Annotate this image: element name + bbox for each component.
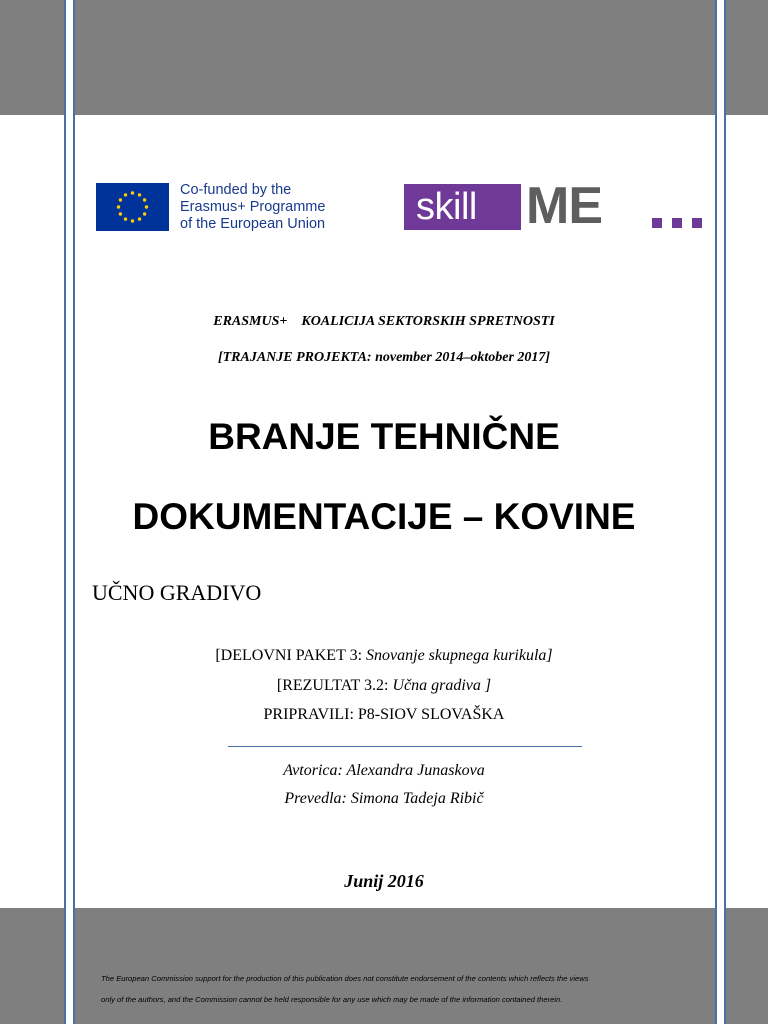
project-duration: [TRAJANJE PROJEKTA: november 2014–oktober 2017] [217, 350, 551, 365]
result-text: [REZULTAT 3.2: Učna gradiva ] [276, 677, 492, 694]
eu-text-line3: of the European Union [180, 216, 326, 232]
document-title-line2: DOKUMENTACIJE – KOVINE [132, 496, 636, 537]
me-wordmark: ME [526, 177, 602, 235]
skillme-logo [404, 177, 714, 235]
work-package-text: [DELOVNI PAKET 3: Snovanje skupnega kurikula] [215, 647, 553, 664]
eu-flag-icon [96, 183, 169, 231]
eu-text-line2: Erasmus+ Programme [180, 199, 326, 215]
eu-erasmus-logo [96, 183, 336, 233]
document-title-line1: BRANJE TEHNIČNE [208, 416, 560, 457]
prepared-by: PRIPRAVILI: P8-SIOV SLOVAŠKA [263, 706, 505, 723]
eu-cofunded-text [180, 182, 325, 233]
document-subtitle: UČNO GRADIVO [92, 580, 262, 605]
eu-disclaimer [101, 968, 721, 1010]
publication-date: Junij 2016 [344, 871, 424, 891]
author-line: Avtorica: Alexandra Junaskova [283, 762, 485, 779]
work-package [0, 647, 768, 665]
top-gray-band [0, 0, 768, 115]
ellipsis-dots-icon [628, 210, 718, 230]
programme-line: ERASMUS+ KOALICIJA SEKTORSKIH SPRETNOSTI [213, 314, 555, 329]
disclaimer-line1: The European Commission support for the production of this publication does not constitute endorsement of the contents which reflects the views [101, 974, 589, 983]
result-line [0, 677, 768, 695]
translator-line: Prevedla: Simona Tadeja Ribič [284, 790, 484, 807]
skill-wordmark: skill [404, 184, 521, 230]
eu-text-line1: Co-funded by the [180, 182, 292, 198]
divider [228, 746, 582, 747]
disclaimer-line2: only of the authors, and the Commission cannot be held responsible for any use which may be made of the information contained therein. [101, 995, 563, 1004]
